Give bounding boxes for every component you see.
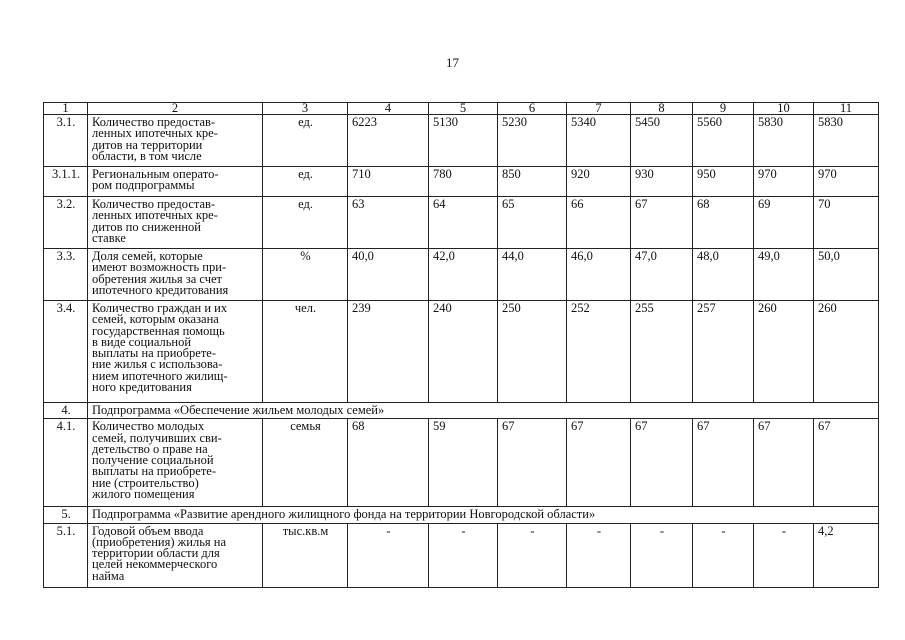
value-cell: - xyxy=(498,523,567,587)
value-cell: 5450 xyxy=(631,115,693,167)
indicator-name-line: в виде социальной xyxy=(92,334,192,349)
value-cell: 950 xyxy=(693,167,754,197)
indicator-name xyxy=(88,523,263,587)
indicator-name-line: жилого помещения xyxy=(92,487,195,502)
value-cell: 49,0 xyxy=(754,249,814,301)
value-cell: 252 xyxy=(567,301,631,403)
value-cell: 5830 xyxy=(814,115,879,167)
header-cell: 3 xyxy=(263,103,348,115)
value-cell: 920 xyxy=(567,167,631,197)
row-number: 3.4. xyxy=(44,301,88,403)
indicator-name-line: ленных ипотечных кре- xyxy=(92,126,218,141)
indicator-table xyxy=(43,102,879,588)
value-cell: 47,0 xyxy=(631,249,693,301)
indicator-name-line: государственная помощь xyxy=(92,323,225,338)
value-cell: 255 xyxy=(631,301,693,403)
row-number: 5. xyxy=(44,507,88,523)
value-cell: - xyxy=(631,523,693,587)
value-cell: 6223 xyxy=(348,115,429,167)
indicator-name-line: Количество предостав- xyxy=(92,115,216,129)
indicator-name-line: семей, которым оказана xyxy=(92,312,219,327)
value-cell: 5130 xyxy=(429,115,498,167)
row-number: 4. xyxy=(44,403,88,419)
value-cell: 69 xyxy=(754,197,814,249)
value-cell: 63 xyxy=(348,197,429,249)
value-cell: 70 xyxy=(814,197,879,249)
value-cell: 4,2 xyxy=(814,523,879,587)
unit: % xyxy=(263,249,348,301)
value-cell: 67 xyxy=(631,197,693,249)
section-title: Подпрограмма «Обеспечение жильем молодых семей» xyxy=(88,403,879,419)
value-cell: 59 xyxy=(429,419,498,507)
header-cell: 5 xyxy=(429,103,498,115)
value-cell: - xyxy=(693,523,754,587)
table-row xyxy=(44,197,879,249)
row-number: 3.1. xyxy=(44,115,88,167)
indicator-name xyxy=(88,301,263,403)
indicator-name xyxy=(88,115,263,167)
header-row xyxy=(44,103,879,115)
value-cell: 5830 xyxy=(754,115,814,167)
unit: ед. xyxy=(263,167,348,197)
value-cell: 67 xyxy=(567,419,631,507)
indicator-name-line: ипотечного кредитования xyxy=(92,282,229,297)
header-cell: 1 xyxy=(44,103,88,115)
value-cell: 5230 xyxy=(498,115,567,167)
value-cell: 5560 xyxy=(693,115,754,167)
page-number: 17 xyxy=(446,55,459,70)
value-cell: - xyxy=(567,523,631,587)
row-number: 3.1.1. xyxy=(44,167,88,197)
unit: семья xyxy=(263,419,348,507)
indicator-name-line: получение социальной xyxy=(92,453,214,468)
indicator-name-line: целей некоммерческого xyxy=(92,557,218,572)
value-cell: 67 xyxy=(498,419,567,507)
value-cell: 970 xyxy=(754,167,814,197)
indicator-name-line: дитов на территории xyxy=(92,137,203,152)
indicator-name-line: нием ипотечного жилищ- xyxy=(92,368,228,383)
value-cell: 50,0 xyxy=(814,249,879,301)
indicator-name xyxy=(88,419,263,507)
value-cell: 250 xyxy=(498,301,567,403)
indicator-name-line: обретения жилья за счет xyxy=(92,271,223,286)
indicator-name-line: Доля семей, которые xyxy=(92,249,203,263)
unit: ед. xyxy=(263,197,348,249)
header-cell: 2 xyxy=(88,103,263,115)
indicator-name-line: Количество молодых xyxy=(92,419,205,434)
indicator-name-line: найма xyxy=(92,568,125,583)
value-cell: 850 xyxy=(498,167,567,197)
header-cell: 10 xyxy=(754,103,814,115)
indicator-name-line: дитов по сниженной xyxy=(92,219,201,234)
indicator-name-line: Количество граждан и их xyxy=(92,301,228,315)
indicator-name-line: выплаты на приобрете- xyxy=(92,464,217,479)
value-cell: 780 xyxy=(429,167,498,197)
indicator-name-line: семей, получивших сви- xyxy=(92,430,222,445)
value-cell: 930 xyxy=(631,167,693,197)
indicator-name-line: ние жилья с использова- xyxy=(92,357,223,372)
indicator-name xyxy=(88,167,263,197)
indicator-name-line: ставке xyxy=(92,230,126,245)
value-cell: - xyxy=(348,523,429,587)
header-cell: 9 xyxy=(693,103,754,115)
value-cell: 5340 xyxy=(567,115,631,167)
header-cell: 11 xyxy=(814,103,879,115)
indicator-name-line: Количество предостав- xyxy=(92,197,216,211)
header-cell: 6 xyxy=(498,103,567,115)
section-title: Подпрограмма «Развитие арендного жилищного фонда на территории Новгородской области» xyxy=(88,507,879,523)
indicator-name-line: Годовой объем ввода xyxy=(92,523,204,538)
value-cell: 48,0 xyxy=(693,249,754,301)
value-cell: 67 xyxy=(631,419,693,507)
indicator-name xyxy=(88,197,263,249)
value-cell: 64 xyxy=(429,197,498,249)
value-cell: 710 xyxy=(348,167,429,197)
value-cell: 257 xyxy=(693,301,754,403)
unit: чел. xyxy=(263,301,348,403)
value-cell: 40,0 xyxy=(348,249,429,301)
value-cell: 260 xyxy=(814,301,879,403)
indicator-name-line: детельство о праве на xyxy=(92,441,208,456)
value-cell: 65 xyxy=(498,197,567,249)
unit: ед. xyxy=(263,115,348,167)
value-cell: 68 xyxy=(693,197,754,249)
row-number: 5.1. xyxy=(44,523,88,587)
value-cell: 239 xyxy=(348,301,429,403)
indicator-name-line: ром подпрограммы xyxy=(92,178,195,193)
indicator-name-line: имеют возможность при- xyxy=(92,260,227,275)
row-number: 3.2. xyxy=(44,197,88,249)
section-row xyxy=(44,507,879,523)
table-row xyxy=(44,419,879,507)
unit: тыс.кв.м xyxy=(263,523,348,587)
indicator-name-line: Региональным операто- xyxy=(92,167,219,181)
header-cell: 8 xyxy=(631,103,693,115)
value-cell: 67 xyxy=(693,419,754,507)
indicator-name xyxy=(88,249,263,301)
indicator-name-line: территории области для xyxy=(92,546,220,561)
value-cell: 66 xyxy=(567,197,631,249)
table-row xyxy=(44,523,879,587)
value-cell: 67 xyxy=(814,419,879,507)
indicator-name-line: ние (строительство) xyxy=(92,475,199,490)
row-number: 4.1. xyxy=(44,419,88,507)
value-cell: 260 xyxy=(754,301,814,403)
table-row xyxy=(44,115,879,167)
table-row xyxy=(44,249,879,301)
value-cell: - xyxy=(429,523,498,587)
indicator-name-line: ленных ипотечных кре- xyxy=(92,208,218,223)
value-cell: 68 xyxy=(348,419,429,507)
indicator-name-line: (приобретения) жилья на xyxy=(92,534,227,549)
indicator-name-line: выплаты на приобрете- xyxy=(92,346,217,361)
table-row xyxy=(44,167,879,197)
value-cell: 44,0 xyxy=(498,249,567,301)
row-number: 3.3. xyxy=(44,249,88,301)
value-cell: 970 xyxy=(814,167,879,197)
value-cell: - xyxy=(754,523,814,587)
header-cell: 4 xyxy=(348,103,429,115)
value-cell: 42,0 xyxy=(429,249,498,301)
table-row xyxy=(44,301,879,403)
section-row xyxy=(44,403,879,419)
indicator-name-line: ного кредитования xyxy=(92,380,192,395)
header-cell: 7 xyxy=(567,103,631,115)
value-cell: 46,0 xyxy=(567,249,631,301)
value-cell: 240 xyxy=(429,301,498,403)
value-cell: 67 xyxy=(754,419,814,507)
indicator-name-line: области, в том числе xyxy=(92,148,202,163)
